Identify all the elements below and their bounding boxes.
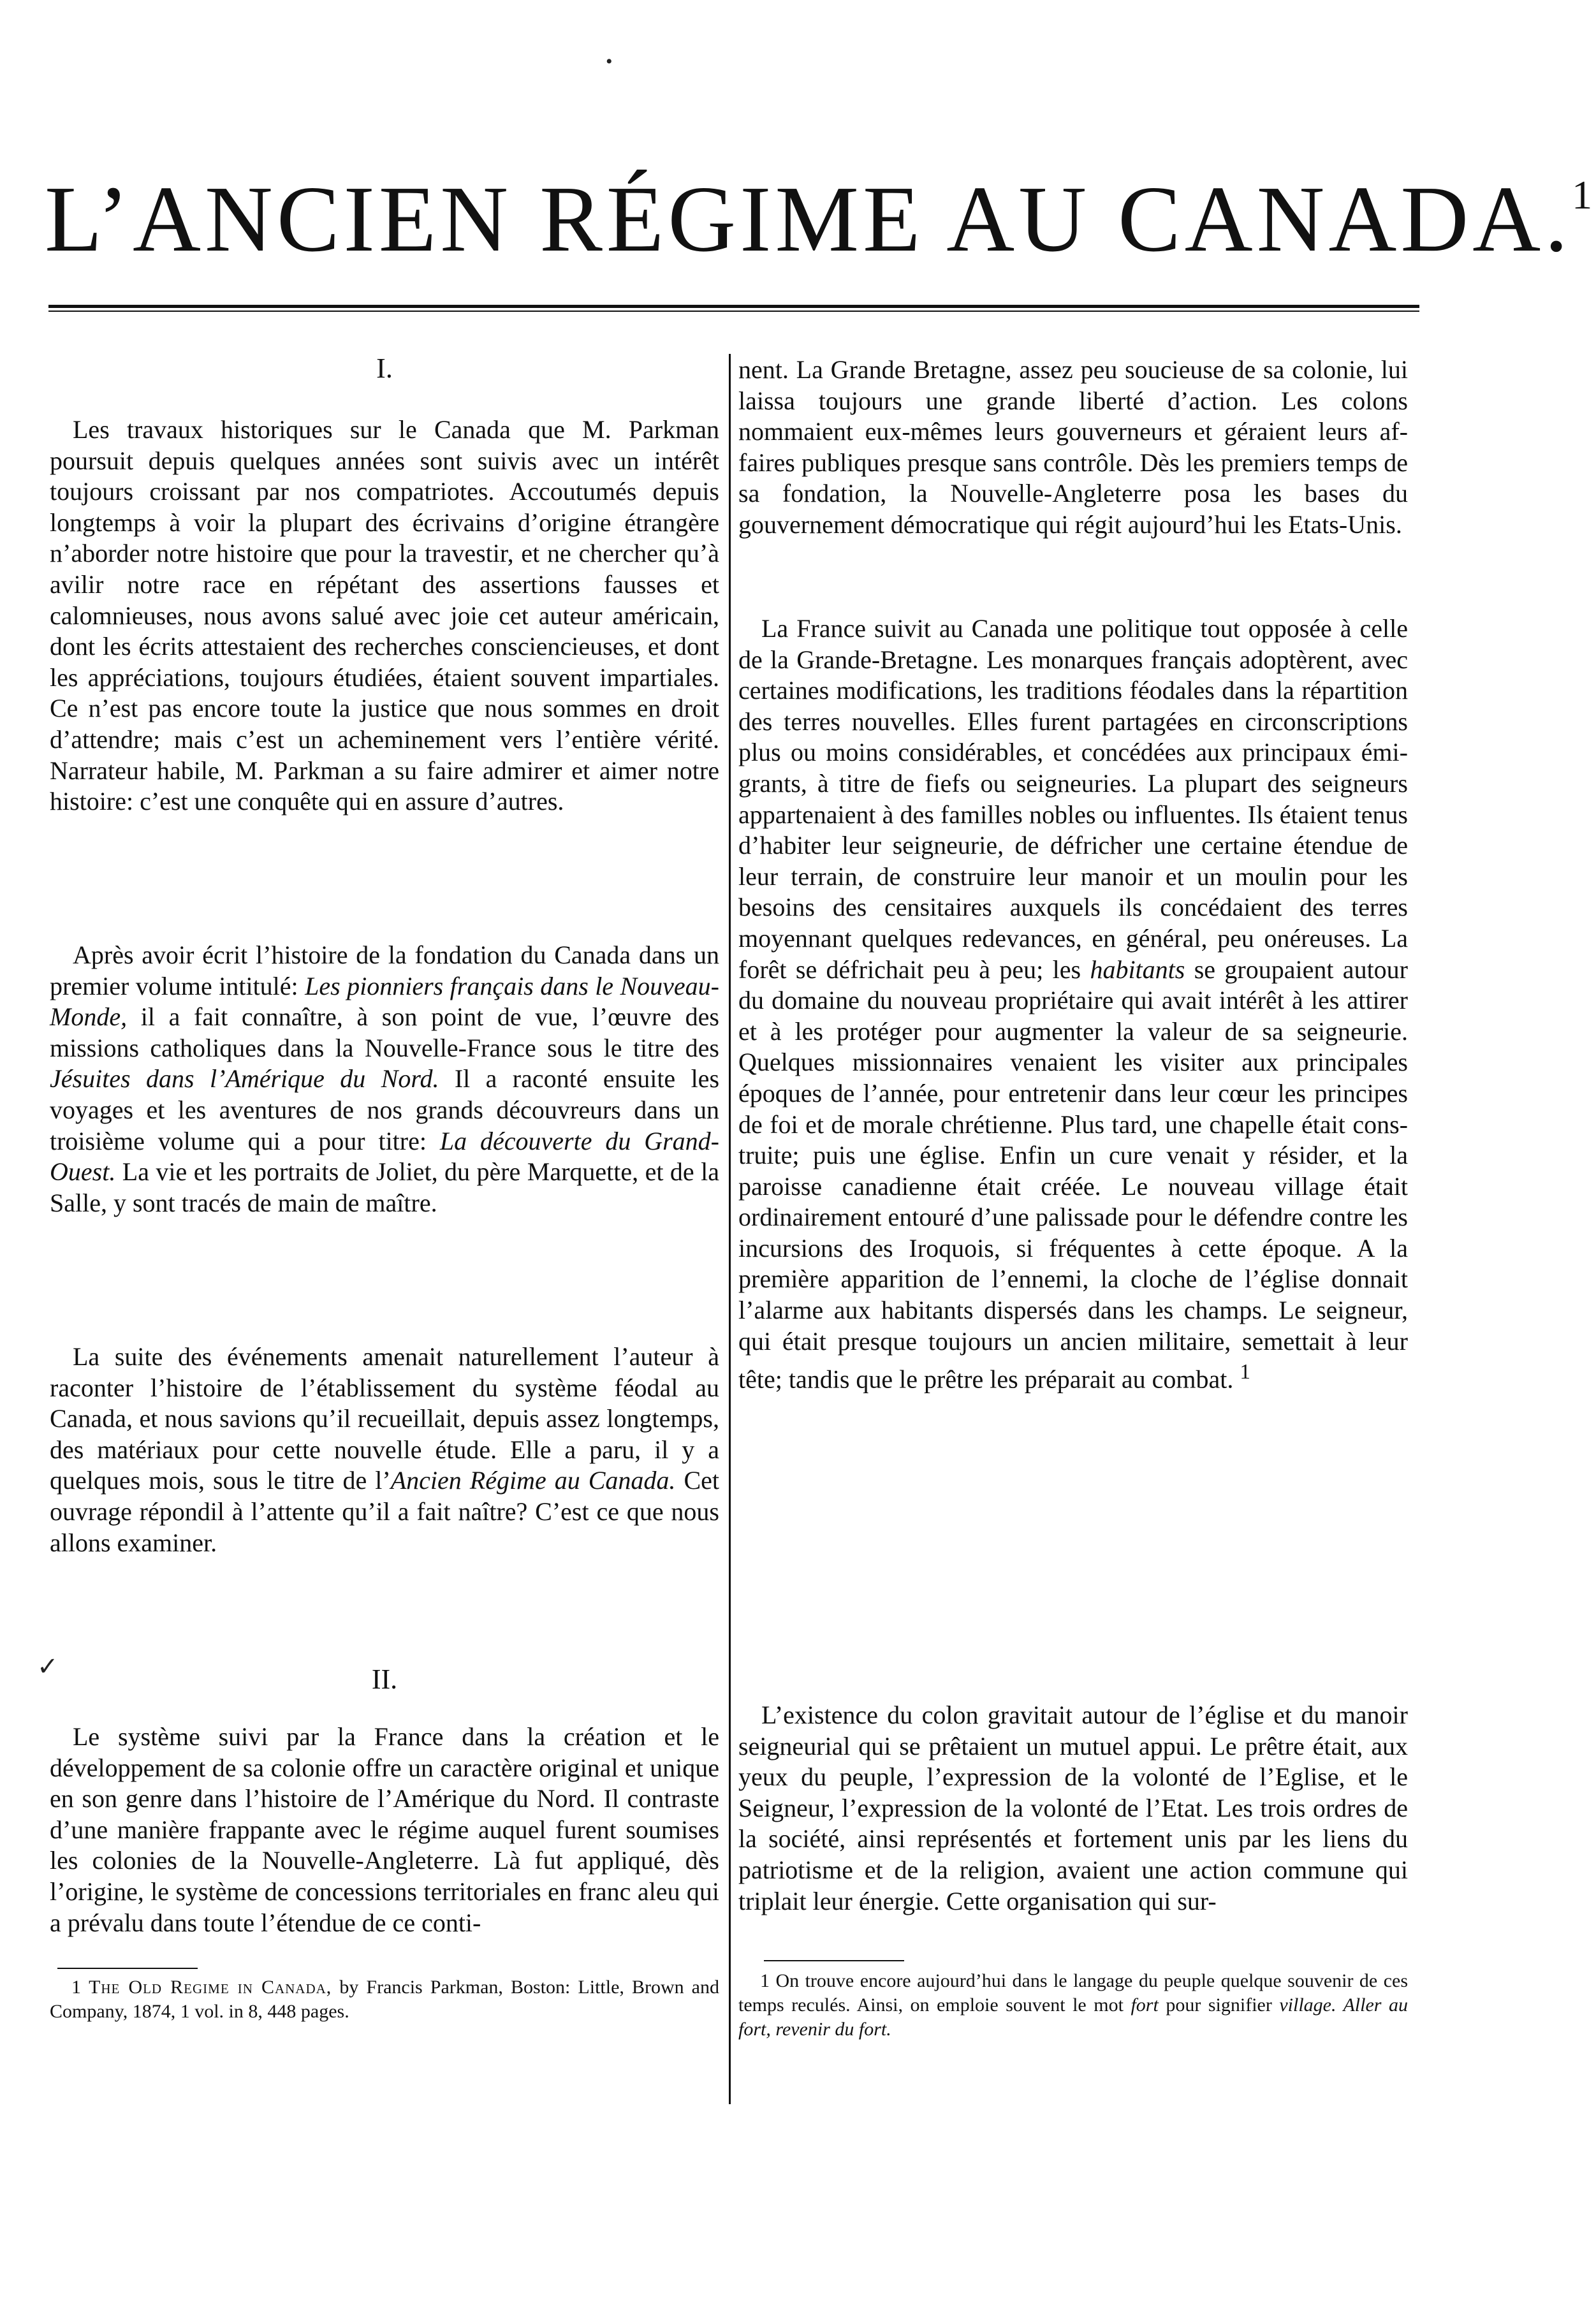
paragraph: nent. La Grande Bretagne, assez peu soucieuse de sa colonie, lui laissa toujours une grande liberté d’action. Les colons nommaient eux-mêmes leurs gouverneurs et géraient leurs affaires publiques presque sans contrôle. Dès les premiers temps de sa fondation, la Nouvelle-Angleterre posa les bases du gouvernement démocratique qui régit aujourd’hui les Etats-Unis. — [738, 355, 1408, 539]
paragraph-text: Il a raconté ensuite les voyages et les aventures de nos grands découvreurs dans un troisième volume qui a pour titre: — [50, 1064, 720, 1155]
title-rule-thin — [48, 311, 1419, 312]
section-heading-2: II. — [371, 1664, 398, 1695]
paragraph-text: La suite des événements amenait naturellement l’auteur à raconter l’histoire de l’établissement du système féodal au Canada, et nous savions qu’il recueillait, depuis assez longtemps, des matériaux pour cette nouvelle étude. Elle a paru, il y a quelques mois, sous le titre de l’ — [50, 1342, 719, 1495]
paragraph — [738, 613, 1408, 1395]
footnote-book-title: The Old Regime in Canada, — [89, 1977, 332, 1998]
paragraph-text: se groupaient autour du domaine du nouveau propriétaire qui avait intérêt à les attirer et à les protéger pour augmenter la valeur de sa seigneurie. Quelques missionnaires venaient les visiter aux principales époques de l’année, pour entretenir dans leur cœur les principes de foi et de morale chrétienne. Plus tard, une chapelle était construite; puis une église. Enfin un cure venait y résider, et la paroisse canadienne était créée. Le nouveau village était ordinairement entouré d’une palissade pour le défendre contre les incursions des Iroquois, si fréquentes à cette époque. A la première apparition de l’ennemi, la cloche de l’église donnait l’alarme aux habitants dispersés dans les champs. Le seigneur, qui était presque toujours un ancien militaire, semettait à leur tête; tandis que le prêtre les préparait au combat. — [738, 955, 1408, 1394]
book-title: La découverte du Grand-Ouest. — [50, 1126, 720, 1187]
footnote-text: pour signifier — [1158, 1994, 1280, 2016]
footnote-rule — [764, 1960, 904, 1961]
paragraph-text: il a fait connaître, à son point de vue, l’œuvre des missions catholiques dans la Nouvelle-France sous le titre des — [50, 1002, 719, 1062]
print-mark: ✓ — [37, 1652, 59, 1681]
paragraph-text: Après avoir écrit l’histoire de la fondation du Canada dans un premier volume intitulé: — [50, 940, 719, 1000]
footnote-rule — [57, 1968, 198, 1969]
footnote-number: 1 — [71, 1977, 81, 1998]
paragraph-text: Cet ouvrage répondil à l’attente qu’il a fait naître? C’est ce que nous allons examiner. — [50, 1466, 719, 1557]
book-title: Jésuites dans l’Amérique du Nord. — [50, 1064, 439, 1094]
paragraph-text: La France suivit au Canada une politique tout opposée à celle de la Grande-Bretagne. Les monarques français adoptèrent, avec certaines modifications, les traditions féodales dans la répartition des terres nouvelles. Elles furent partagées en circonscriptions plus ou moins considérables, et concédées aux principaux émigrants, à titre de fiefs ou seigneuries. La plupart des seigneurs appartenaient à des familles nobles ou influentes. Ils étaient tenus d’habiter leur seigneurie, de défricher une certaine étendue de leur terrain, de construire leur manoir et un moulin pour les besoins des censitaires auxquels ils concédaient des terres moyennant quelques redevances, en général, peu onéreuses. La forêt se défrichait peu à peu; les — [738, 614, 1408, 984]
footnote-text: 1 On trouve encore aujourd’hui dans le langage du peuple quelque souvenir de ces temps reculés. Ainsi, on emploie souvent le mot — [738, 1970, 1408, 2016]
title-footnote-marker: 1 — [1572, 172, 1596, 217]
paragraph — [50, 1342, 719, 1558]
paragraph: Les travaux historiques sur le Canada que M. Parkman poursuit depuis quelques années sont suivis avec un intérêt toujours croissant par nos compatriotes. Accoutumés depuis longtemps à voir la plupart des écrivains d’origine étrangère n’aborder notre histoire que pour la travestir, et ne chercher qu’à avilir notre race en répétant des assertions fausses et calomnieuses, nous avons salué avec joie cet auteur américain, dont les écrits attestaient des recherches consciencieuses, et dont les appréciations, toujours étudiées, étaient souvent impartiales. Ce n’est pas encore toute la justice que nous sommes en droit d’attendre; mais c’est un acheminement vers l’entière vérité. Narrateur habile, M. Parkman a su faire admirer et aimer notre histoire: c’est une conquête qui en assure d’autres. — [50, 415, 719, 816]
print-speck: • — [606, 51, 613, 72]
italic-term: fort — [1131, 1994, 1159, 2016]
footnote — [50, 1975, 719, 2024]
book-title: Les pionniers français dans le Nouveau-Monde, — [50, 971, 719, 1032]
paragraph: L’existence du colon gravitait autour de l’église et du manoir seigneurial qui se prêtaient un mutuel appui. Le prêtre était, aux yeux du peuple, l’expression de la volonté de l’Eglise, et le Seigneur, l’expression de la volonté de l’Etat. Les trois ordres de la société, ainsi représentés et fortement unis par les liens du patriotisme et de la religion, avaient une action commune qui triplait leur énergie. Cette organisation qui sur- — [738, 1701, 1408, 1915]
title-rule-thick — [48, 305, 1419, 308]
section-heading-1: I. — [376, 353, 393, 384]
page-title — [45, 167, 1596, 272]
footnote-marker: 1 — [1240, 1360, 1250, 1384]
italic-term: village. Aller au fort, revenir du fort. — [738, 1994, 1408, 2040]
paragraph: Le système suivi par la France dans la création et le développement de sa colonie offre un caractère original et unique en son genre dans l’histoire de l’Amérique du Nord. Il contraste d’une manière frappante avec le régime auquel furent soumises les colonies de la Nouvelle-Angleterre. Là fut appliqué, dès l’origine, le système de concessions territoriales en franc aleu qui a prévalu dans toute l’étendue de ce conti- — [50, 1722, 719, 1937]
footnote — [738, 1969, 1408, 2042]
column-divider — [729, 354, 731, 2104]
footnote-text: by Francis Parkman, Boston: Little, Brown and Company, 1874, 1 vol. in 8, 448 pages. — [50, 1977, 719, 2022]
book-title: Ancien Régime au Canada. — [390, 1466, 676, 1495]
paragraph-text: La vie et les portraits de Joliet, du père Marquette, et de la Salle, y sont tracés de main de maître. — [50, 1157, 719, 1217]
italic-term: habitants — [1090, 955, 1185, 984]
title-text: L’ANCIEN RÉGIME AU CANADA. — [45, 167, 1572, 272]
paragraph — [50, 940, 719, 1219]
